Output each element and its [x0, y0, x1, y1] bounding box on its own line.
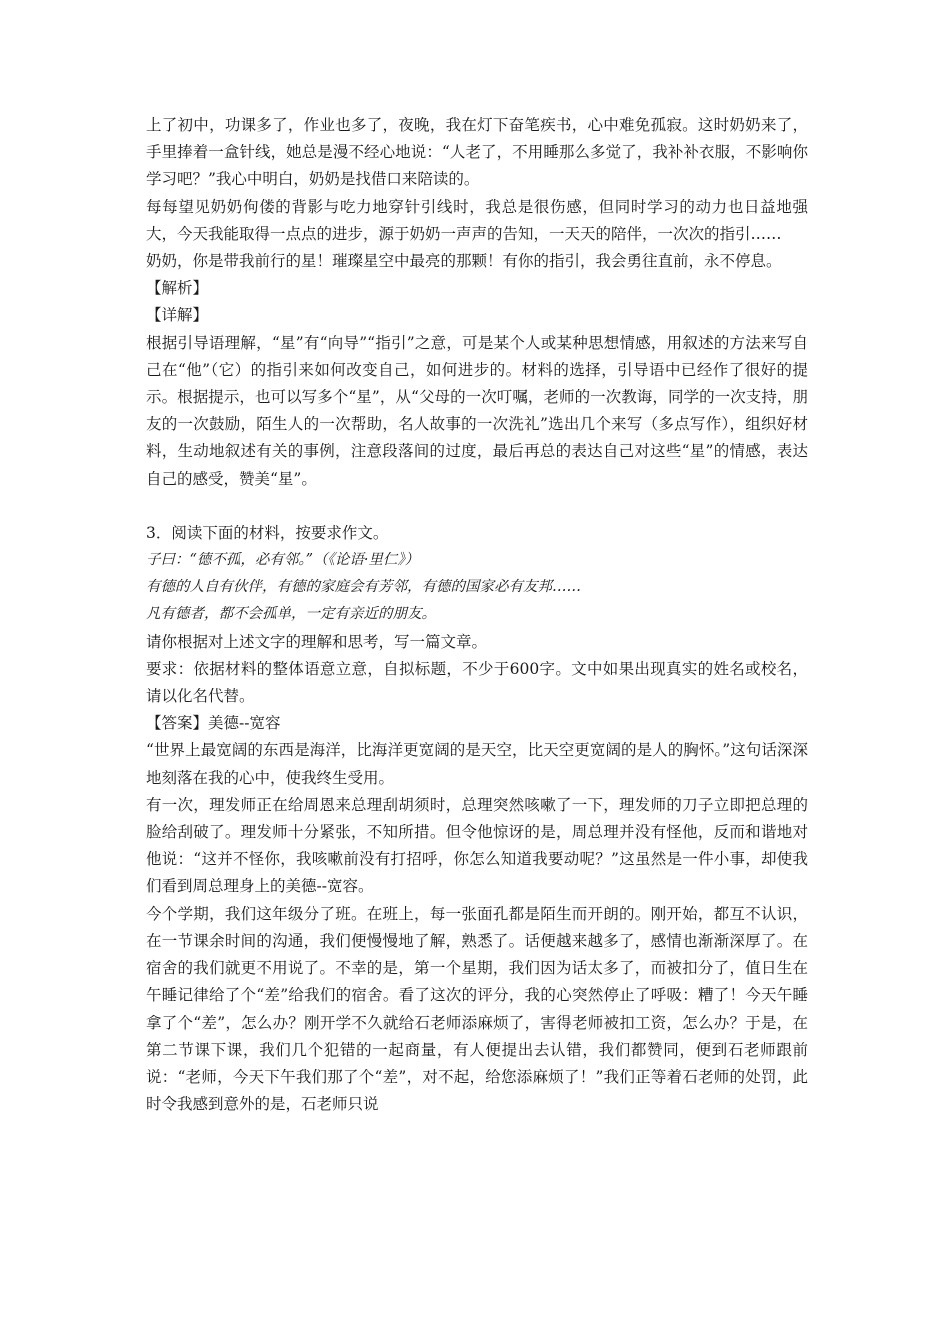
document-body — [146, 112, 808, 1118]
section-gap — [146, 493, 808, 520]
quote-line: 凡有德者，都不会孤单，一定有亲近的朋友。 — [146, 606, 436, 623]
detail-text: 根据引导语理解，“星”有“向导”“指引”之意，可是某个人或某种思想情感，用叙述的方法来写自己在“他”（它）的指引来如何改变自己，如何进步的。材料的选择，引导语中已经作了很好的提示。根据提示，也可以写多个“星”，从“父母的一次叮嘱，老师的一次教诲，同学的一次支持，朋友的一次鼓励，陌生人的一次帮助，名人故事的一次洗礼”选出几个来写（多点写作），组织好材料，生动地叙述有关的事例，注意段落间的过度，最后再总的表达自己对这些“星”的情感，表达自己的感受，赞美“星”。 — [146, 333, 808, 488]
paragraph-grandma-back: 每每望见奶奶佝偻的背影与吃力地穿针引线时，我总是很伤感，但同时学习的动力也日益地强大，今天我能取得一点点的进步，源于奶奶一声声的告知，一天天的陪伴，一次次的指引…… — [146, 197, 808, 243]
answer-paragraph: “世界上最宽阔的东西是海洋，比海洋更宽阔的是天空，比天空更宽阔的是人的胸怀。”这句话深深地刻落在我的心中，使我终生受用。 — [146, 741, 808, 787]
question-requirement: 要求：依据材料的整体语意立意，自拟标题，不少于600字。文中如果出现真实的姓名或校名，请以化名代替。 — [146, 659, 808, 706]
analysis-label: 【解析】 — [146, 279, 209, 298]
detail-label: 【详解】 — [146, 306, 209, 325]
answer-paragraph: 有一次，理发师正在给周恩来总理刮胡须时，总理突然咳嗽了一下，理发师的刀子立即把总理的脸给刮破了。理发师十分紧张，不知所措。但令他惊讶的是，周总理并没有怪他，反而和谐地对他说：“这并不怪你，我咳嗽前没有打招呼，你怎么知道我要动呢？”这虽然是一件小事，却使我们看到周总理身上的美德--宽容。 — [146, 795, 808, 896]
paragraph-evening-study: 上了初中，功课多了，作业也多了，夜晚，我在灯下奋笔疾书，心中难免孤寂。这时奶奶来了，手里捧着一盒针线，她总是漫不经心地说：“人老了，不用睡那么多觉了，我补补衣服，不影响你学习吧？”我心中明白，奶奶是找借口来陪读的。 — [146, 116, 808, 189]
question-instruction: 请你根据对上述文字的理解和思考，写一篇文章。 — [146, 632, 488, 651]
paragraph-guiding-star: 奶奶，你是带我前行的星！璀璨星空中最亮的那颗！有你的指引，我会勇往直前，永不停息。 — [146, 252, 782, 271]
answer-paragraph: 今个学期，我们这年级分了班。在班上，每一张面孔都是陌生而开朗的。刚开始，都互不认识，在一节课余时间的沟通，我们便慢慢地了解，熟悉了。话便越来越多了，感情也渐渐深厚了。在宿舍的我们就更不用说了。不幸的是，第一个星期，我们因为话太多了，而被扣分了，值日生在午睡记律给了个“差”给我们的宿舍。看了这次的评分，我的心突然停止了呼吸：糟了！今天午睡拿了个“差”，怎么办？刚开学不久就给石老师添麻烦了，害得老师被扣工资，怎么办？于是，在第二节课下课，我们几个犯错的一起商量，有人便提出去认错，我们都赞同，便到石老师跟前说：“老师，今天下午我们那了个“差”，对不起，给您添麻烦了！”我们正等着石老师的处罚，此时令我感到意外的是，石老师只说 — [146, 904, 808, 1114]
answer-label: 【答案】美德--宽容 — [146, 714, 281, 733]
quote-line: 子曰：“德不孤，必有邻。”（《论语·里仁》） — [146, 552, 420, 569]
question-3-title: 3．阅读下面的材料，按要求作文。 — [146, 523, 389, 542]
quote-line: 有德的人自有伙伴，有德的家庭会有芳邻，有德的国家必有友邦…… — [146, 579, 581, 596]
